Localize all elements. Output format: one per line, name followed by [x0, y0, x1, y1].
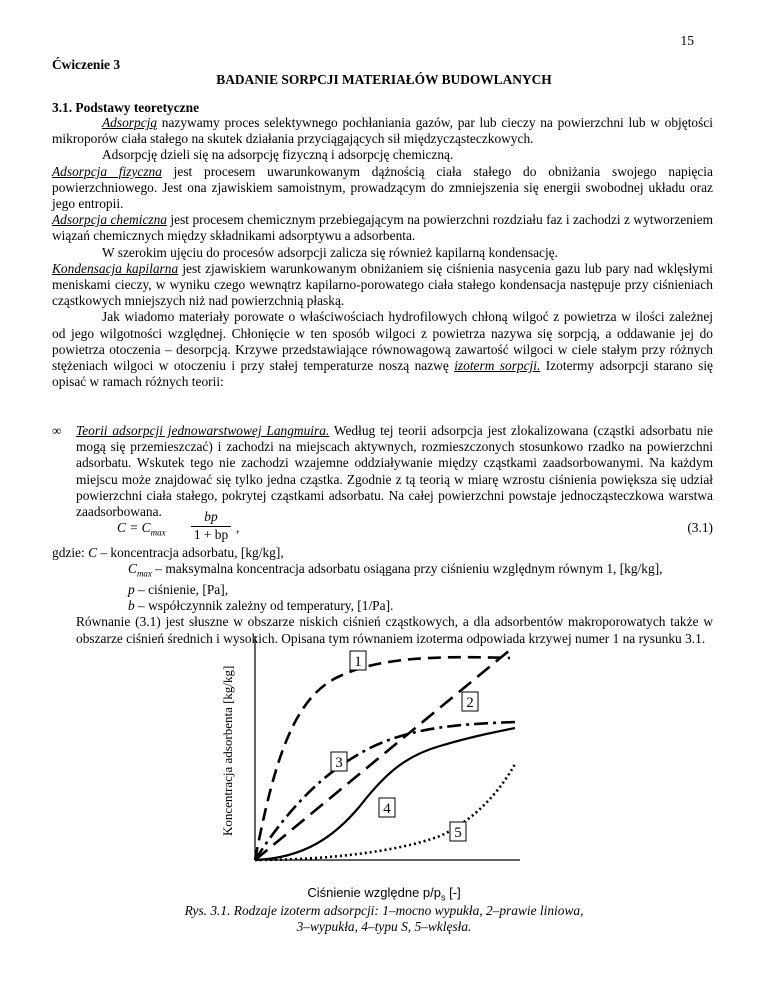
text: Według tej teorii adsorpcja jest zlokalizowana (cząstki adsorbatu nie mogą się przemieszczać) i zachodzi na miejscach aktywnych, rozmieszczonych stosunkowo rzadko na powierzchni adsorbatu. Wskutek tego nie zachodzi wzajemne oddziaływanie między cząstkami zaadsorbowanymi. Na każdym miejscu może znajdować się tylko jedna cząstka. Zgodnie z tą teorią w miarę wzrostu ciśnienia powiększa się udział powierzchni ciała stałego, pokrytej cząstkami adsorbatu. Na całej powierzchni powstaje jednocząsteczkowa warstwa zaadsorbowana. — [76, 423, 713, 520]
text: nazywamy proces selektywnego pochłaniania gazów, par lub cieczy na powierzchni lub w objętości mikroporów ciała stałego na skutek działania przyciągających sił międzycząsteczkowych. — [52, 115, 713, 147]
y-axis-label: Koncentracja adsorbenta [kg/kg] — [220, 665, 235, 836]
variable-definitions — [52, 545, 713, 647]
label-text: 3 — [335, 755, 343, 771]
caption-line-1: Rys. 3.1. Rodzaje izoterm adsorpcji: 1–mocno wypukła, 2–prawie liniowa, — [184, 903, 584, 918]
symbol: p — [128, 582, 135, 598]
curve-label-4 — [379, 798, 395, 817]
definition-p — [128, 582, 713, 598]
section-title: 3.1. Podstawy teoretyczne — [52, 100, 200, 115]
term-chemical: Adsorpcja chemiczna — [52, 212, 167, 228]
text: Izotermy adsorpcji starano się opisać w ramach różnych teorii: — [52, 358, 713, 390]
text: jest procesem chemicznym przebiegającym na powierzchni rozdziału faz i zachodzi z wytworzeniem wiązań chemicznych między składnikami adsorptywu a adsorbenta. — [52, 212, 713, 244]
text: – ciśnienie, [Pa], — [134, 582, 229, 598]
term-langmuir: Teorii adsorpcji jednowarstwowej Langmuira. — [76, 423, 330, 438]
paragraph-division: Adsorpcję dzieli się na adsorpcję fizyczną i adsorpcję chemiczną. — [102, 147, 454, 163]
text: C = C — [117, 520, 151, 535]
paragraph-sorption — [52, 309, 713, 390]
text: – współczynnik zależny od temperatury, [1/Pa]. — [134, 598, 394, 614]
curve-label-1 — [350, 651, 366, 670]
text: – maksymalna koncentracja adsorbatu osiągana przy ciśnieniu względnym równym 1, [kg/kg], — [151, 561, 663, 577]
paragraph-capillary — [52, 261, 713, 310]
formula-lhs — [117, 520, 166, 538]
closing-paragraph: Równanie (3.1) jest słuszne w obszarze niskich ciśnień cząstkowych, a dla adsorbentów makroporowatych także w obszarze ciśnień średnich i wysokich. Opisana tym równaniem izoterma odpowiada krzywej numer 1 na rysunku 3.1. — [76, 614, 713, 646]
denominator: 1 + bp — [193, 527, 229, 542]
text: Jak wiadomo materiały porowate o właściwościach hydrofilowych chłoną wilgoć z powietrza w ilości zależnej od jego wilgotności względnej. Chłonięcie w ten sposób wilgoci z powietrza nazywa się sorpcją, a oddawanie jej do powietrza otoczenia – desorpcją. Krzywe przedstawiające równowagową zawartość wilgoci w ciele stałym przy różnych stężeniach wilgoci w otoczeniu i przy stałej temperaturze noszą nazwę — [52, 309, 713, 374]
text: jest zjawiskiem warunkowanym obniżaniem się ciśnienia nasycenia gazu lub pary nad wklęsłymi meniskami cieczy, w wyniku czego wewnątrz kapilarno-porowatego ciała stałego kondensacja następuje przy ciśnieniach cząstkowych mniejszych niż nad powierzchnią płaską. — [52, 260, 713, 309]
term-isotherm: izoterm sorpcji. — [454, 358, 541, 374]
paragraph-adsorption — [52, 115, 713, 147]
label-text: 4 — [383, 801, 391, 817]
term-capillary: Kondensacja kapilarna — [52, 260, 179, 276]
formula-fraction — [191, 509, 231, 543]
text: jest procesem uwarunkowanym dążnością ciała stałego do obniżania swojego napięcia powierzchniowego. Jest ona zjawiskiem samoistnym, prowadzącym do zmniejszenia się energii swobodnej układu oraz jego entropii. — [52, 163, 713, 212]
figure-caption — [0, 903, 768, 935]
definition-c — [52, 545, 713, 561]
exercise-label: Ćwiczenie 3 — [52, 57, 121, 72]
formula-comma: , — [236, 520, 240, 535]
label-text: 1 — [354, 654, 362, 670]
theory-text — [52, 115, 713, 390]
label-text: 2 — [466, 695, 474, 711]
page-title: BADANIE SORPCJI MATERIAŁÓW BUDOWLANYCH — [216, 72, 552, 87]
subscript: s — [441, 892, 446, 903]
definition-b — [128, 598, 713, 614]
equation-3-1 — [52, 509, 713, 545]
text: Ciśnienie względne p/p — [307, 885, 442, 900]
curve-4 — [255, 728, 515, 860]
term-physical: Adsorpcja fizyczna — [52, 163, 162, 179]
symbol: C — [128, 561, 137, 577]
list-item — [76, 423, 713, 520]
equation-number: (3.1) — [687, 520, 713, 535]
curve-label-3 — [331, 752, 347, 771]
caption-line-2: 3–wypukła, 4–typu S, 5–wklęsła. — [296, 919, 472, 934]
paragraph-broad: W szerokim ujęciu do procesów adsorpcji zalicza się również kapilarną kondensację. — [102, 244, 558, 260]
symbol: C — [88, 545, 98, 560]
isotherm-figure — [210, 636, 530, 872]
numerator: bp — [191, 509, 231, 527]
subscript: max — [150, 527, 166, 538]
bullet-icon: ∞ — [52, 423, 62, 438]
subscript: max — [136, 568, 152, 579]
curve-3 — [255, 722, 515, 860]
term-adsorption: Adsorpcją — [102, 115, 158, 130]
curve-label-2 — [462, 692, 478, 711]
paragraph-physical — [52, 164, 713, 213]
curve-2 — [255, 650, 510, 860]
x-axis-label — [0, 885, 768, 903]
definition-cmax — [128, 561, 713, 582]
text: gdzie: — [52, 545, 89, 560]
page-number: 15 — [680, 33, 694, 48]
curve-label-5 — [450, 822, 466, 841]
text: – koncentracja adsorbatu, [kg/kg], — [97, 545, 284, 560]
theory-list — [52, 423, 713, 520]
symbol: b — [128, 598, 135, 614]
text: [-] — [445, 885, 461, 900]
label-text: 5 — [454, 825, 462, 841]
paragraph-chemical — [52, 212, 713, 244]
